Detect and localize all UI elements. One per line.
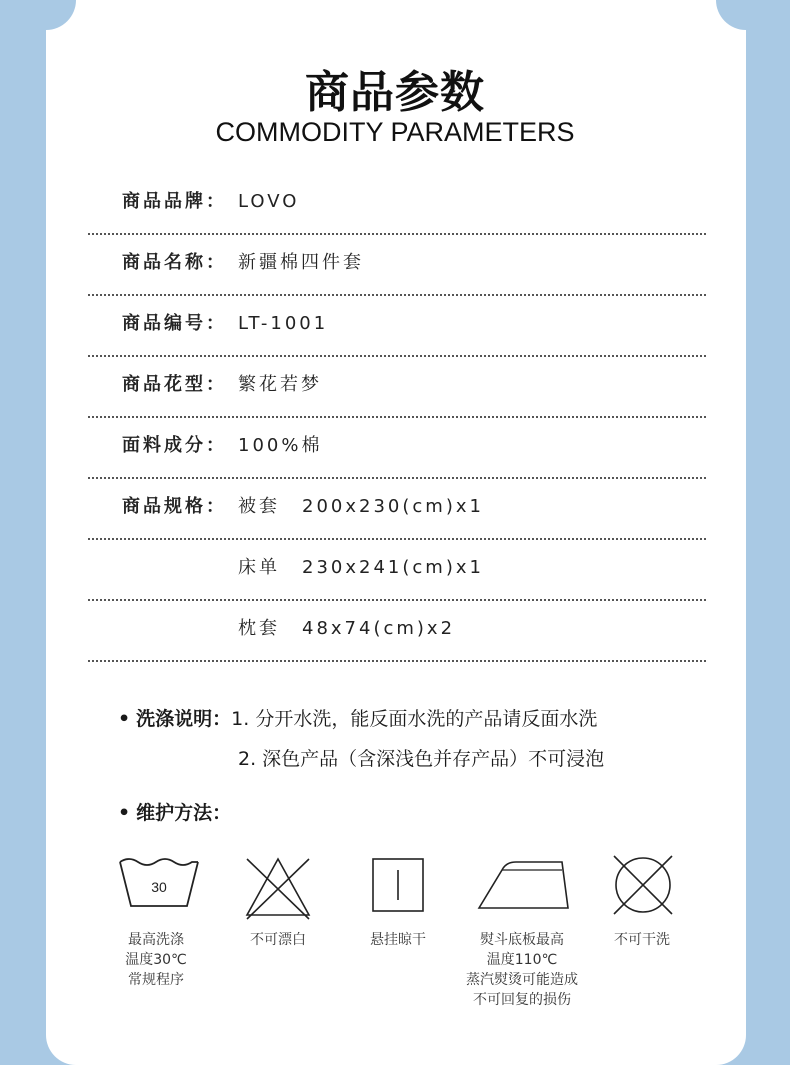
care-label-line: 温度110℃	[486, 952, 558, 968]
care-label-line: 温度30℃	[125, 952, 187, 968]
spec-item-name: 床单	[238, 557, 280, 578]
spec-row-pillowcase	[88, 599, 706, 662]
param-value: LT-1001	[238, 313, 329, 334]
card-corner-left	[46, 0, 76, 30]
care-label-line: 不可漂白	[250, 932, 306, 948]
no-dry-clean-icon	[610, 852, 676, 918]
card-corner-right	[716, 0, 746, 30]
param-value: LOVO	[238, 191, 300, 212]
spec-item-name: 枕套	[238, 618, 280, 639]
bullet: •	[118, 802, 131, 824]
line-dry-icon	[370, 856, 426, 914]
param-key: 商品规格：	[122, 496, 227, 517]
care-label-line: 熨斗底板最高	[480, 932, 564, 948]
param-value: 100%棉	[238, 435, 323, 456]
param-row-brand	[88, 172, 706, 235]
param-key: 商品编号：	[122, 313, 227, 334]
spec-item-value: 200x230(cm)x1	[302, 496, 484, 517]
care-title-line	[118, 798, 231, 825]
care-label-line: 常规程序	[128, 972, 184, 988]
care-label-wash	[106, 930, 206, 990]
care-label-line: 最高洗涤	[128, 932, 184, 948]
care-label-line: 蒸汽熨烫可能造成	[466, 972, 578, 988]
wash-line-2	[238, 744, 604, 771]
spec-item-value: 48x74(cm)x2	[302, 618, 456, 639]
care-label-line: 悬挂晾干	[370, 932, 426, 948]
wash-tub-icon	[117, 856, 201, 912]
care-label-dry-clean	[592, 930, 692, 950]
param-row-pattern	[88, 355, 706, 418]
bullet: •	[118, 708, 131, 730]
page-subtitle: COMMODITY PARAMETERS	[215, 117, 575, 147]
wash-title: 洗涤说明：	[136, 708, 232, 730]
param-row-name	[88, 233, 706, 296]
spec-row-sheet	[88, 538, 706, 601]
spec-item-value: 230x241(cm)x1	[302, 557, 484, 578]
no-bleach-icon	[243, 855, 313, 921]
wash-temp-text: 30	[151, 879, 167, 895]
wash-line-1	[118, 704, 597, 731]
param-value: 繁花若梦	[238, 374, 322, 395]
wash-text: 1. 分开水洗，能反面水洗的产品请反面水洗	[231, 708, 598, 730]
spec-row-duvet	[88, 477, 706, 540]
care-title: 维护方法：	[136, 802, 232, 824]
care-label-dry	[348, 930, 448, 950]
care-label-line: 不可回复的损伤	[473, 992, 571, 1008]
param-value: 新疆棉四件套	[238, 252, 364, 273]
param-row-code	[88, 294, 706, 357]
care-label-line: 不可干洗	[614, 932, 670, 948]
param-key: 商品名称：	[122, 252, 227, 273]
param-key: 商品品牌：	[122, 191, 227, 212]
spec-item-name: 被套	[238, 496, 280, 517]
iron-icon	[476, 858, 572, 912]
param-row-fabric	[88, 416, 706, 479]
wash-text: 2. 深色产品（含深浅色并存产品）不可浸泡	[238, 748, 605, 770]
care-label-bleach	[228, 930, 328, 950]
param-key: 商品花型：	[122, 374, 227, 395]
page-title: 商品参数	[305, 67, 485, 118]
care-label-iron	[452, 930, 592, 1010]
param-key: 面料成分：	[122, 435, 227, 456]
